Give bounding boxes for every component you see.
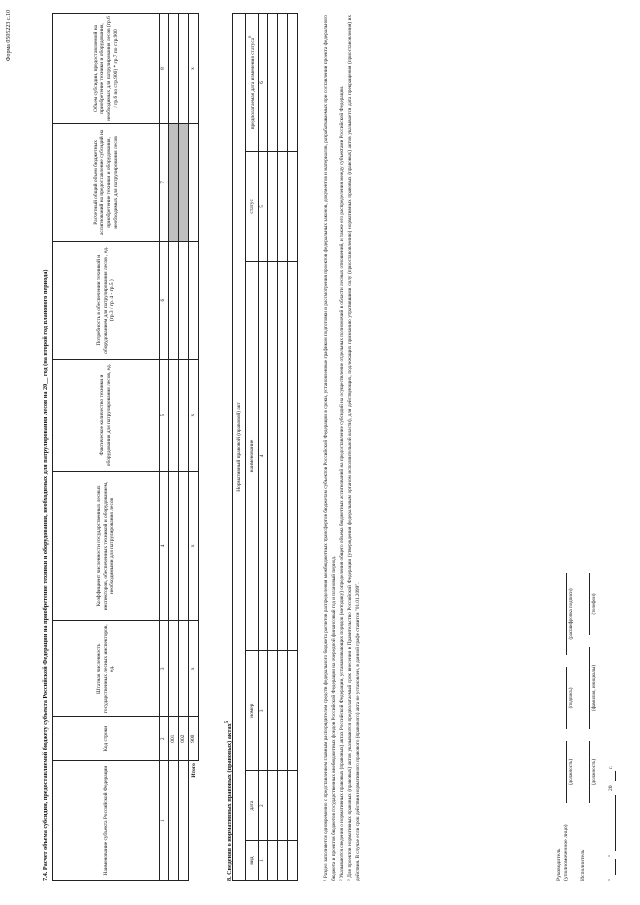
header-row xyxy=(246,14,259,881)
column-number: 2 xyxy=(259,771,268,841)
table-row xyxy=(179,14,189,881)
header-cell: номер xyxy=(246,651,259,771)
executor-position-line[interactable] xyxy=(589,741,590,803)
total-label: Итого xyxy=(189,761,199,881)
phone-caption: (телефон) xyxy=(592,593,597,615)
data-cell[interactable] xyxy=(278,14,288,152)
date-open-quote: " xyxy=(608,878,614,881)
column-number-row xyxy=(259,14,268,881)
data-cell[interactable] xyxy=(278,151,288,261)
column-number: 5 xyxy=(160,359,169,471)
column-number: 6 xyxy=(160,241,169,359)
section-8-title-text: 8. Сведения о нормативных правовых (правовых) актах xyxy=(226,723,234,881)
region-name-cell[interactable] xyxy=(169,761,179,881)
header-cell: Наименование субъекта Российской Федерации xyxy=(53,761,160,881)
column-number: 1 xyxy=(259,841,268,881)
x-mark: x xyxy=(189,471,199,621)
year-prefix: 20 xyxy=(608,785,614,791)
footnote-3: ³ Для проектов нормативных правовых (правовых) актов указываются предполагаемый срок внесения в Правительство Российской Федерации (утверждения федеральным органом исполнительной власти), для действующих, подлежащих признанию утратившими силу (приостановлению) нормативных правовых (правовых) актов указывается дата прекращения (приостановления) их действия. В случае если срок действия нормативного правового (правового) акта не установлен, в данной графе ставится "01.01.2099". xyxy=(347,15,362,881)
data-cell[interactable] xyxy=(288,771,298,841)
data-cell[interactable] xyxy=(278,651,288,771)
group-header-row xyxy=(233,14,246,881)
table-row xyxy=(288,14,298,881)
column-number: 7 xyxy=(160,123,169,241)
header-cell: Потребность в обеспечении техникой и оборудованием для патрулирования лесов , ед. (гр.3 / гр. 4 - гр.5 ) xyxy=(53,241,160,359)
decode-caption: (расшифровка подписи) xyxy=(569,588,574,640)
header-cell: Код строки xyxy=(53,717,160,761)
data-cell[interactable] xyxy=(268,841,278,881)
data-cell[interactable] xyxy=(278,841,288,881)
footnote-1: ¹ Раздел заполняется одновременно с представлением главным распорядителем средств федерального бюджета расчетов распределения межбюджетных трансфертов бюджетам субъектов Российской Федерации в сроки, установленные графиком подготовки и рассмотрения проектов федеральных законов, документов и материалов, разрабатываемых при составлении проекта федерального бюджета и проектов бюджетов государственных внебюджетных фондов Российской Федерации на очередной финансовый год и плановый период. xyxy=(323,15,338,881)
subsidy-calculation-table xyxy=(52,13,199,881)
data-cell[interactable] xyxy=(169,621,179,717)
data-cell[interactable] xyxy=(179,359,189,471)
column-number: 5 xyxy=(259,151,268,261)
header-row xyxy=(53,14,160,881)
executor-phone-line[interactable] xyxy=(589,573,590,635)
header-cell-text: предполагаемая дата изменения статуса xyxy=(250,37,257,130)
form-code: Форма 0505223 с.10 xyxy=(6,10,12,62)
column-number: 1 xyxy=(160,761,169,881)
group-header: Нормативный правовой (правовой) акт xyxy=(233,14,246,881)
shaded-cell xyxy=(169,123,179,241)
footnote-2: ² Указываются сведения о нормативных правовых (правовых) актах Российской Федерации, устанавливающих порядок (методику) определения общего объема бюджетных ассигнований на предоставление субсидий на осуществление отдельных полномочий в области лесных отношений, и также его распределения между субъектами Российской Федерации. xyxy=(339,85,346,881)
executor-label: Исполнитель xyxy=(580,849,586,881)
data-cell[interactable] xyxy=(268,14,278,152)
head-position-line[interactable] xyxy=(566,741,567,803)
table-row xyxy=(169,14,179,881)
data-cell[interactable] xyxy=(179,621,189,717)
fio-caption: (фамилия, инициалы) xyxy=(592,664,597,712)
head-sub-label: (уполномоченное лицо) xyxy=(563,824,569,881)
data-cell[interactable] xyxy=(169,359,179,471)
column-number: 8 xyxy=(160,14,169,124)
head-signature-line[interactable] xyxy=(566,667,567,729)
date-day-line[interactable] xyxy=(615,859,616,875)
header-cell: Штатная численность государственных лесных инспекторов, ед. xyxy=(53,621,160,717)
date-year-line[interactable] xyxy=(615,771,616,781)
data-cell[interactable] xyxy=(268,651,278,771)
footnote-marker: 5 xyxy=(224,720,230,724)
data-cell[interactable] xyxy=(288,14,298,152)
table-row xyxy=(278,14,288,881)
data-cell[interactable] xyxy=(169,471,179,621)
header-cell xyxy=(246,14,259,152)
year-suffix: г. xyxy=(608,765,614,769)
section-7-4-title: 7.4. Расчет объема субсидии, предоставляемой бюджету субъекта Российской Федерации на приобретение техники и оборудования, необходимых для патрулирования лесов на 20__ год (на второй год планового периода) xyxy=(42,269,49,881)
header-cell: дата xyxy=(246,771,259,841)
signature-caption: (подпись) xyxy=(569,687,574,709)
column-number: 2 xyxy=(160,717,169,761)
column-number: 4 xyxy=(259,261,268,651)
column-number: 6 xyxy=(259,14,268,152)
data-cell[interactable] xyxy=(268,151,278,261)
legal-acts-table xyxy=(232,13,298,881)
data-cell[interactable] xyxy=(179,14,189,124)
position-caption: (должность) xyxy=(592,758,597,786)
footnote-marker: 6 xyxy=(247,35,253,38)
data-cell[interactable] xyxy=(268,771,278,841)
x-mark: x xyxy=(189,359,199,471)
x-mark: x xyxy=(189,14,199,124)
head-decode-line[interactable] xyxy=(566,573,567,655)
data-cell[interactable] xyxy=(179,241,189,359)
column-number: 3 xyxy=(259,651,268,771)
column-number-row xyxy=(160,14,169,881)
data-cell[interactable] xyxy=(169,14,179,124)
header-cell: Объем субсидии, предоставляемой на приобретение техники и оборудования, необходимых для патрулирования лесов (гр.6 / гр.6 по стр.900) * гр.7 по стр.900 xyxy=(53,14,160,124)
footnotes xyxy=(322,15,362,881)
header-cell: наименование xyxy=(246,261,259,651)
total-cell[interactable] xyxy=(189,241,199,359)
total-cell[interactable] xyxy=(189,123,199,241)
header-cell: статус xyxy=(246,151,259,261)
total-row xyxy=(189,14,199,881)
header-cell: Фактическое количество техники и оборудования для патрулирования лесов, ед. xyxy=(53,359,160,471)
date-close-quote: " xyxy=(608,854,614,857)
x-mark: x xyxy=(189,621,199,717)
head-label: Руководитель xyxy=(556,848,562,881)
executor-fio-line[interactable] xyxy=(589,647,590,729)
data-cell[interactable] xyxy=(278,771,288,841)
data-cell[interactable] xyxy=(278,261,288,651)
data-cell[interactable] xyxy=(288,841,298,881)
row-code-cell: 001 xyxy=(169,717,179,761)
column-number: 3 xyxy=(160,621,169,717)
data-cell[interactable] xyxy=(268,261,278,651)
header-cell: вид xyxy=(246,841,259,881)
region-name-cell[interactable] xyxy=(179,761,189,881)
header-cell: Расчетный общий объем бюджетных ассигнований на предоставление субсидий на приобретение техники и оборудования, необходимых для патрулирования лесов xyxy=(53,123,160,241)
data-cell[interactable] xyxy=(288,651,298,771)
data-cell[interactable] xyxy=(288,261,298,651)
shaded-cell xyxy=(179,123,189,241)
row-code-cell: 002 xyxy=(179,717,189,761)
total-code-cell: 900 xyxy=(189,717,199,761)
column-number: 4 xyxy=(160,471,169,621)
data-cell[interactable] xyxy=(169,241,179,359)
position-caption: (должность) xyxy=(569,758,574,786)
table-row xyxy=(268,14,278,881)
header-cell: Коэффициент численности государственных лесных инспекторов, обеспеченных техникой и оборудованием, необходимыми для патрулирования лесов xyxy=(53,471,160,621)
data-cell[interactable] xyxy=(288,151,298,261)
date-month-line[interactable] xyxy=(615,795,616,851)
data-cell[interactable] xyxy=(179,471,189,621)
